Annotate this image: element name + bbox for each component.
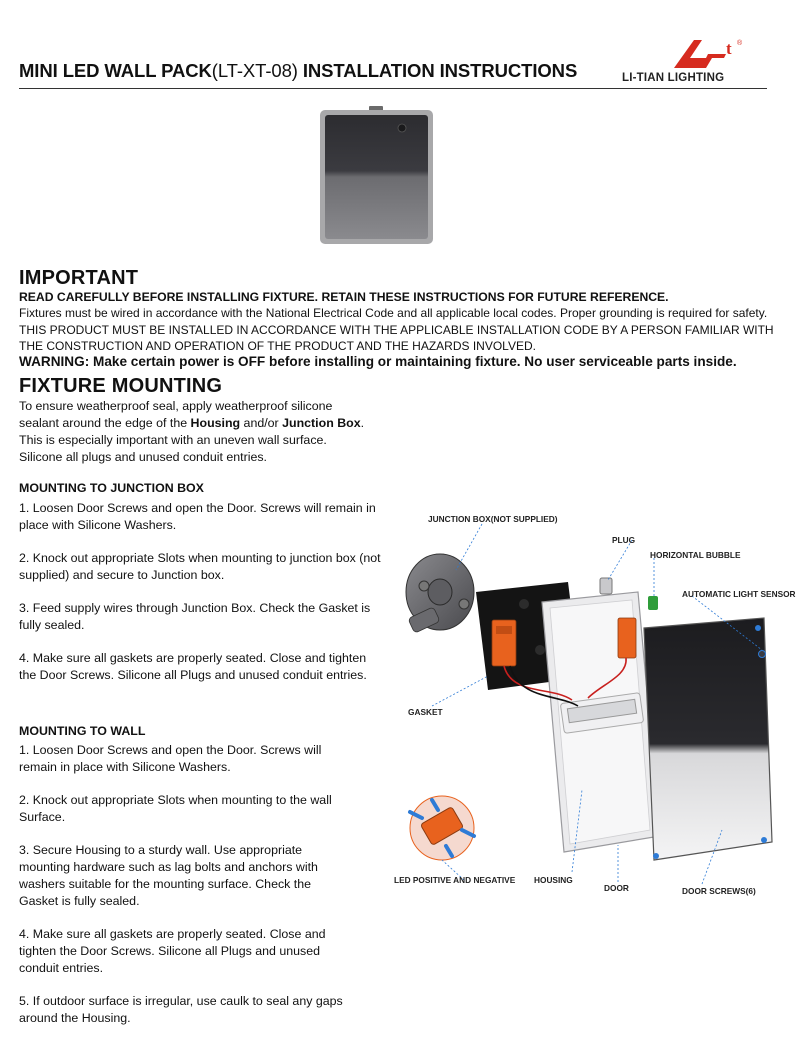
label-horizontal-bubble: HORIZONTAL BUBBLE [650,550,741,560]
important-body-2: THIS PRODUCT MUST BE INSTALLED IN ACCORDANCE WITH THE APPLICABLE INSTALLATION CODE BY A PERSON FAMILIAR WITH THE CONSTRUCTION AND OPERATION OF THE PRODUCT AND THE HAZARDS INVOLVED. [19,322,774,353]
wall-step: 2. Knock out appropriate Slots when mounting to the wall Surface. [19,793,332,824]
title-bold: MINI LED WALL PACK [19,60,212,81]
intro-junction-box: Junction Box [282,416,361,430]
exploded-diagram [392,500,802,900]
wall-step: 4. Make sure all gaskets are properly seated. Close and tighten the Door Screws. Silicone all Plugs and unused conduit entries. [19,927,326,975]
wall-heading: MOUNTING TO WALL [19,724,146,738]
junction-box-step: 1. Loosen Door Screws and open the Door. Screws will remain in place with Silicone Washers. [19,501,376,532]
wall-step: 1. Loosen Door Screws and open the Door. Screws will remain in place with Silicone Washers. [19,743,322,774]
junction-box-part [406,554,474,633]
label-junction-box: JUNCTION BOX(NOT SUPPLIED) [428,514,558,524]
intro-housing: Housing [190,416,241,430]
door-screw [761,837,767,843]
product-photo [318,106,438,246]
gasket-hole [535,645,545,655]
logo-shape [674,40,712,68]
logo-registered: ® [737,40,743,47]
mounting-intro [19,398,369,466]
junction-box-steps [19,500,381,700]
header-divider [19,88,767,89]
logo-bar [706,54,726,58]
wall-step: 5. If outdoor surface is irregular, use caulk to seal any gaps around the Housing. [19,994,343,1025]
light-sensor [759,651,766,658]
title-rest: INSTALLATION INSTRUCTIONS [297,60,578,81]
photo-door [325,115,428,239]
junction-box-step: 4. Make sure all gaskets are properly seated. Close and tighten the Door Screws. Silicone all Plugs and unused conduit entries. [19,651,367,682]
important-lead: READ CAREFULLY BEFORE INSTALLING FIXTURE. RETAIN THESE INSTRUCTIONS FOR FUTURE REFERENCE. [19,290,669,304]
label-door: DOOR [604,883,629,893]
warning-text: WARNING: Make certain power is OFF before installing or maintaining fixture. No user serviceable parts inside. [19,354,737,369]
fixture-mounting-heading: FIXTURE MOUNTING [19,375,223,397]
title-model: (LT-XT-08) [211,60,298,81]
label-led: LED POSITIVE AND NEGATIVE [394,875,516,885]
junction-box-step: 2. Knock out appropriate Slots when mounting to junction box (not supplied) and secure to Junction box. [19,551,381,582]
door-screw [755,625,761,631]
intro-text-2: and/or [240,416,283,430]
logo-mark: t [726,39,732,58]
led-connector-inset [410,796,474,860]
housing-connector [618,618,636,658]
gasket-hole [519,599,529,609]
intro-text-3: . This is especially important with an uneven wall surface. Silicone all plugs and unused conduit entries. [19,416,365,464]
junction-box-step: 3. Feed supply wires through Junction Box. Check the Gasket is fully sealed. [19,601,371,632]
important-heading: IMPORTANT [19,267,139,289]
connector-slot [496,626,512,634]
brand-name: LI-TIAN LIGHTING [622,72,725,84]
wall-step: 3. Secure Housing to a sturdy wall. Use appropriate mounting hardware such as lag bolts and anchors with washers suitable for the mounting surface. Check the Gasket is fully sealed. [19,843,318,908]
label-door-screws: DOOR SCREWS(6) [682,886,756,896]
door-part [644,618,772,860]
wall-steps [19,742,349,1043]
plug-part [600,578,612,594]
label-plug: PLUG [612,535,636,545]
junction-box-heading: MOUNTING TO JUNCTION BOX [19,481,204,495]
page-title [19,60,577,82]
intro-text-1: To ensure weatherproof seal, apply weatherproof silicone sealant around the edge of the [19,399,333,430]
bubble-level [648,596,658,610]
label-housing: HOUSING [534,875,573,885]
important-body-1: Fixtures must be wired in accordance with the National Electrical Code and all applicable local codes. Proper grounding is required for safety. [19,306,768,320]
photo-sensor [398,124,406,132]
label-gasket: GASKET [408,707,443,717]
brand-logo-icon [668,34,748,72]
important-body [19,305,774,355]
label-light-sensor: AUTOMATIC LIGHT SENSOR [682,589,796,599]
housing-part [542,592,660,852]
door-screw [653,853,659,859]
